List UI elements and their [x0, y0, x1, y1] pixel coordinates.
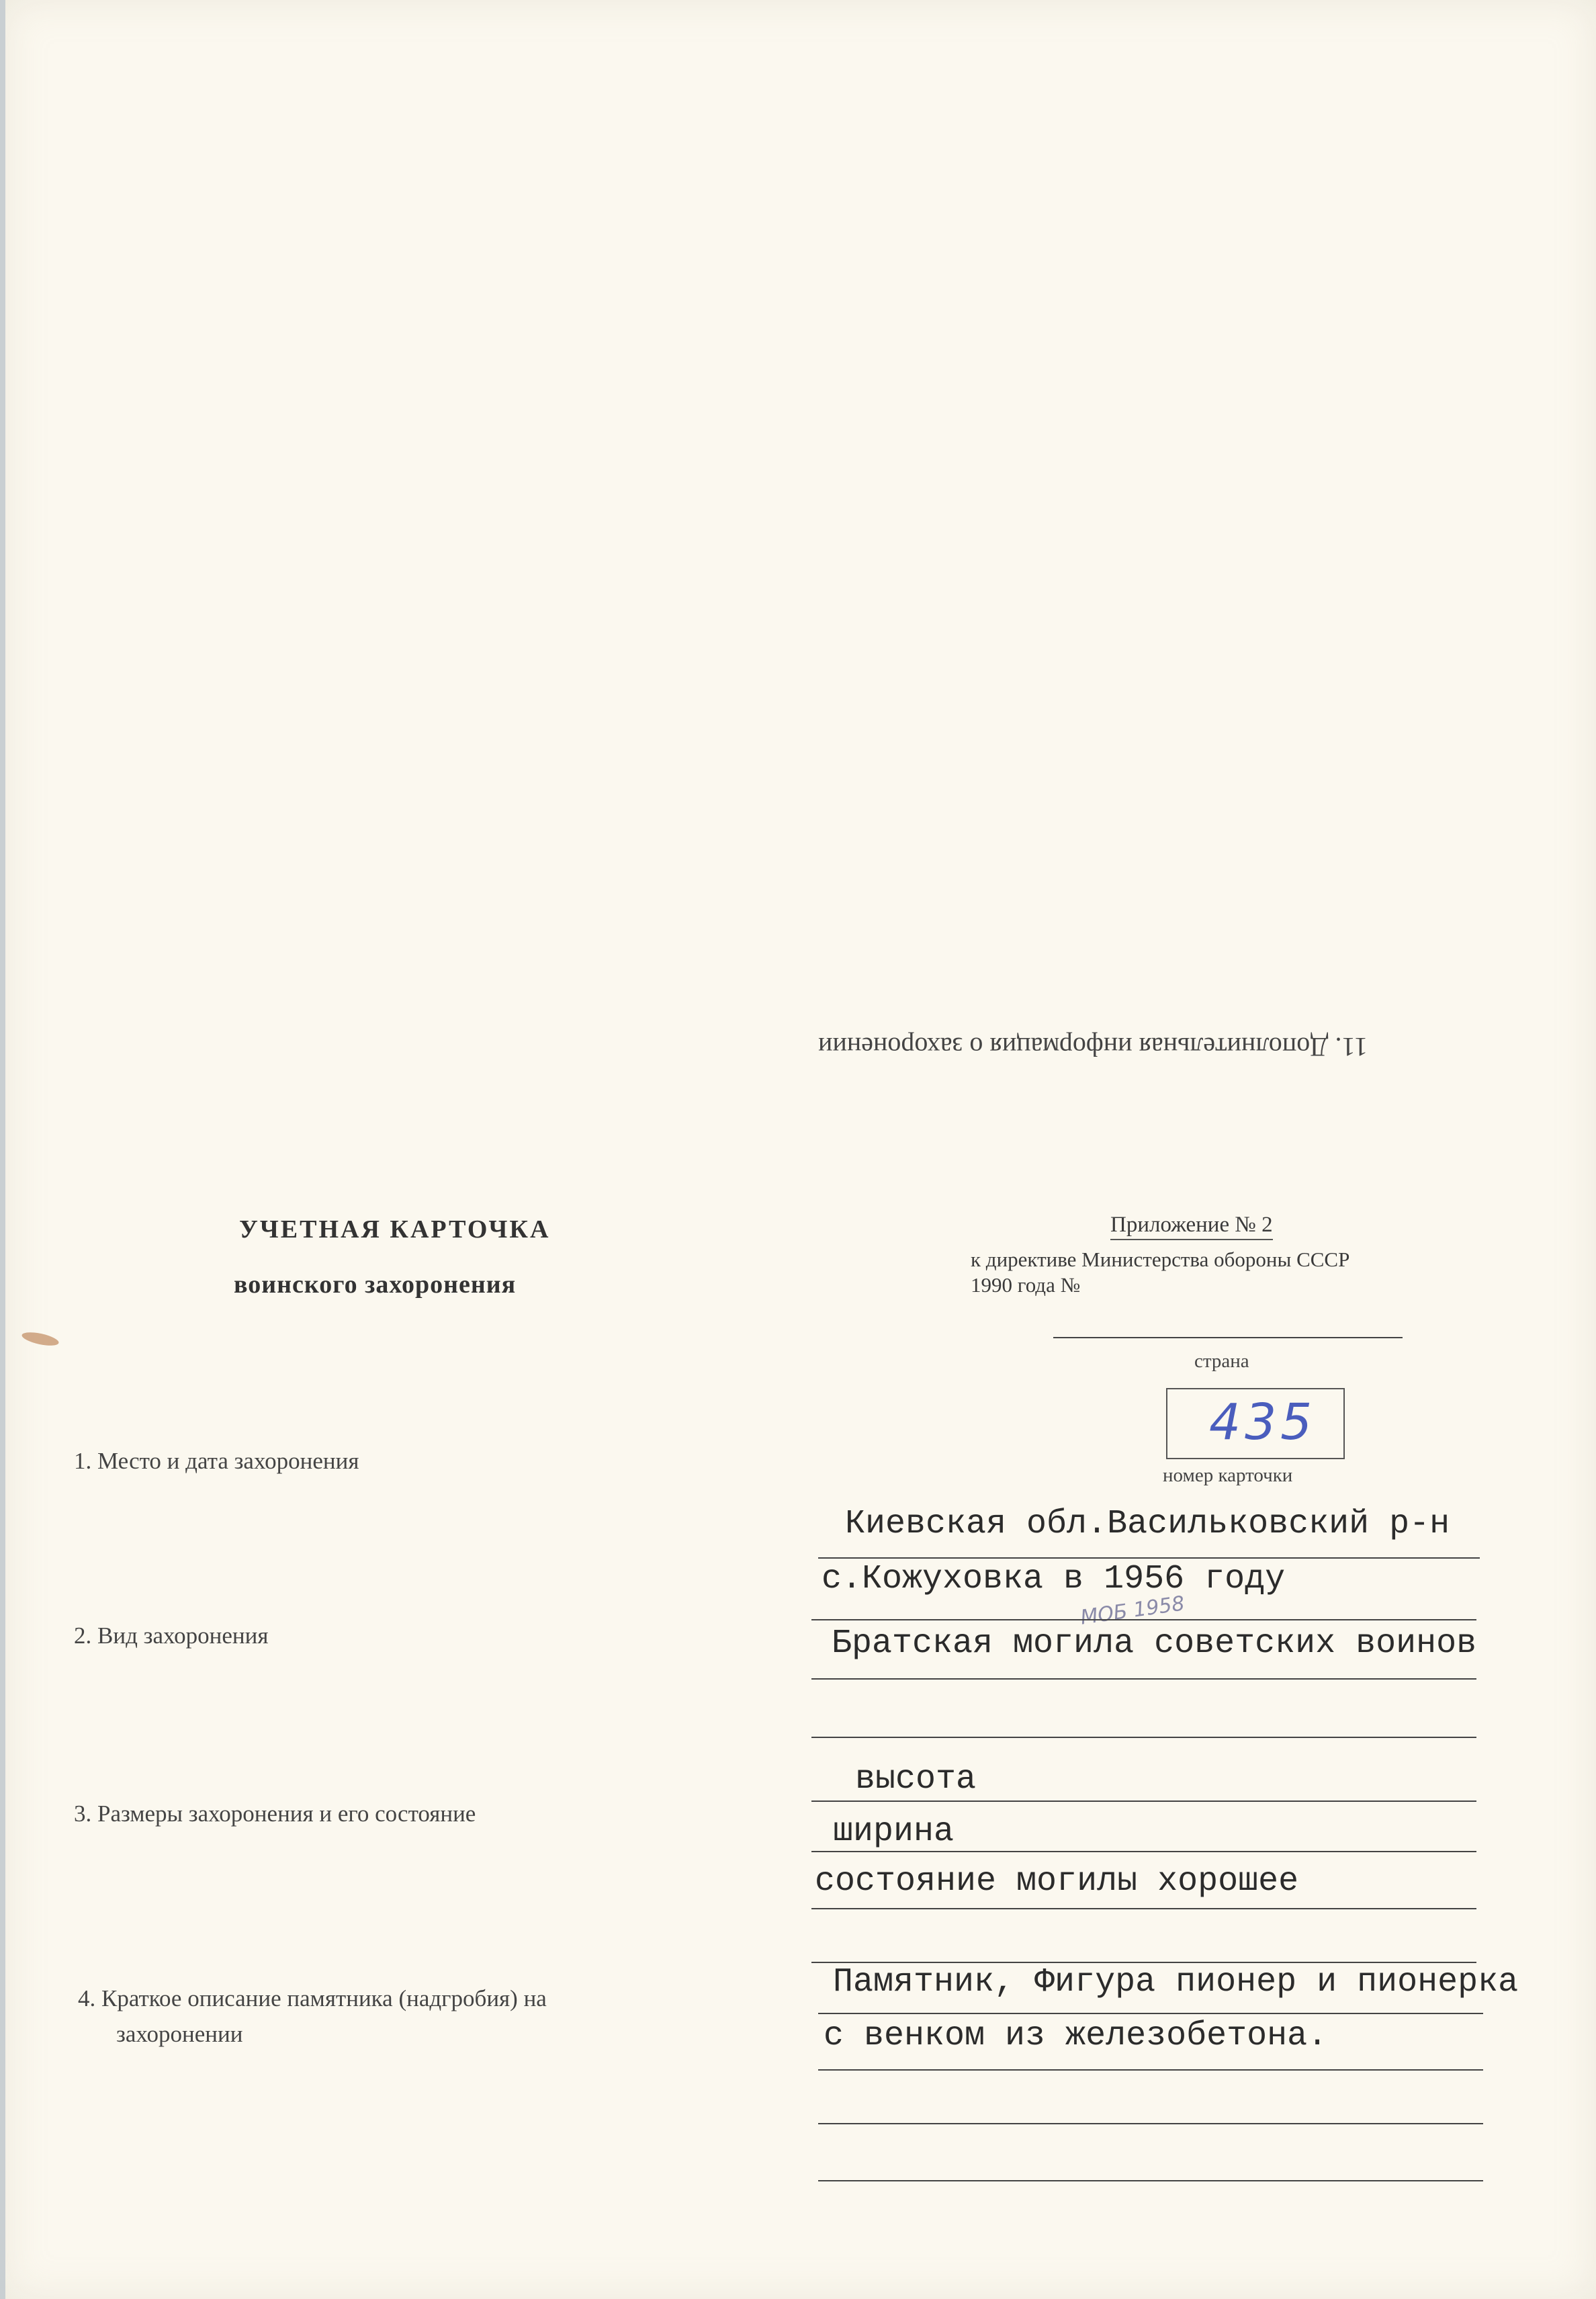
card-number: 435: [1209, 1393, 1317, 1451]
monument-label-2: захоронении: [116, 2021, 243, 2047]
size-underline-1: [811, 1801, 1476, 1802]
place-line-1: Киевская обл.Васильковский р-н: [845, 1505, 1450, 1543]
section-11-heading: 11. Дополнительная информация о захоронении: [818, 1032, 1368, 1062]
type-underline-1: [811, 1678, 1476, 1680]
monument-label-1: 4. Краткое описание памятника (надгробия) на: [78, 1985, 547, 2011]
country-line: [1053, 1337, 1403, 1338]
place-underline-2: [811, 1619, 1476, 1620]
date-stamp: МОБ 1958: [1079, 1592, 1186, 1630]
card-subtitle: воинского захоронения: [234, 1270, 517, 1299]
type-underline-2: [811, 1737, 1476, 1738]
place-underline-1: [818, 1557, 1480, 1559]
card-title: УЧЕТНАЯ КАРТОЧКА: [239, 1215, 551, 1244]
size-underline-3: [811, 1908, 1476, 1909]
place-line-2: с.Кожуховка в 1956 году: [822, 1560, 1286, 1598]
monument-underline-3: [818, 2123, 1483, 2124]
directive-line-1: к директиве Министерства обороны СССР: [971, 1248, 1350, 1271]
size-width: ширина: [833, 1813, 955, 1851]
directive-line-2: 1990 года №: [971, 1273, 1081, 1297]
size-height: высота: [855, 1760, 977, 1798]
size-condition: состояние могилы хорошее: [815, 1862, 1299, 1901]
monument-underline-2: [818, 2069, 1483, 2071]
appendix-label: Приложение № 2: [1110, 1213, 1273, 1240]
size-underline-2: [811, 1851, 1476, 1852]
type-value: Братская могила советских воинов: [832, 1624, 1477, 1663]
type-label: 2. Вид захоронения: [74, 1622, 269, 1649]
directive-text: [971, 1247, 1349, 1298]
monument-underline-4: [818, 2180, 1483, 2181]
monument-line-1: Памятник, Фигура пионер и пионерка: [833, 1963, 1519, 2001]
monument-line-2: с венком из железобетона.: [824, 2017, 1328, 2055]
size-label: 3. Размеры захоронения и его состояние: [74, 1801, 476, 1827]
monument-underline-1: [818, 2013, 1483, 2014]
place-label: 1. Место и дата захоронения: [74, 1448, 359, 1474]
card-number-label: номер карточки: [1163, 1465, 1293, 1486]
stain-mark: [21, 1330, 60, 1348]
document-page: [5, 0, 1596, 2299]
country-label: страна: [1194, 1350, 1249, 1372]
